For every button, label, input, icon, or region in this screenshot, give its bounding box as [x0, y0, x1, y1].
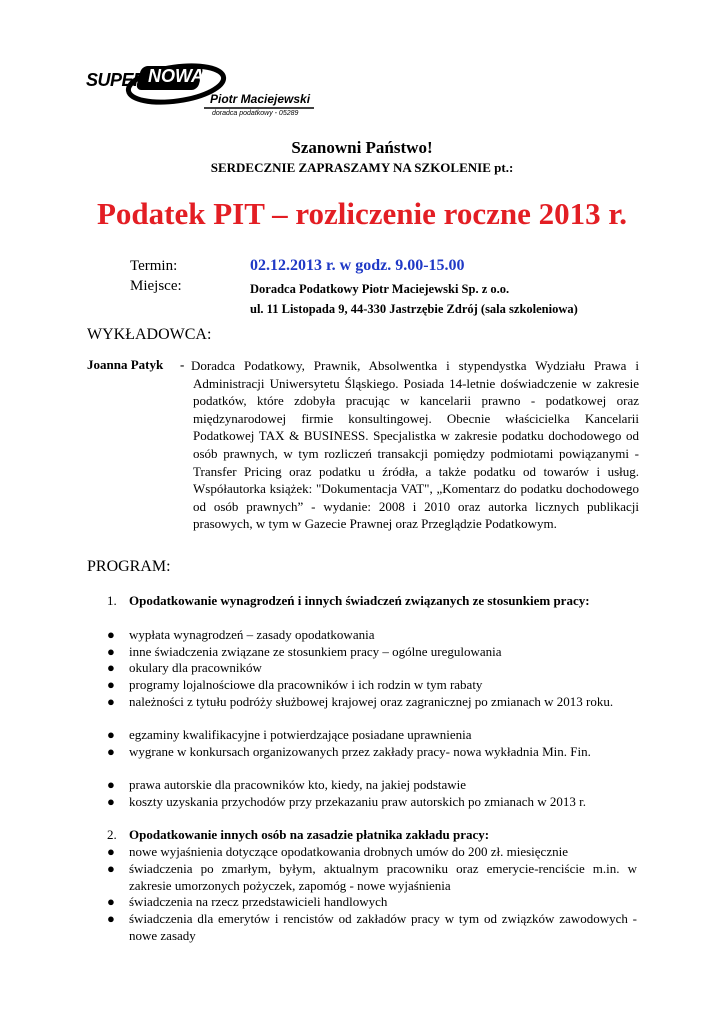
list-item: programy lojalnościowe dla pracowników i ich rodzin w tym rabaty: [129, 677, 483, 692]
list-item: świadczenia po zmarłym, byłym, aktualnym pracowniku oraz emerycie-renciście m.in. w zakresie umorzonych pożyczek, zapomóg - nowe wyjaśnienia: [129, 861, 637, 893]
bullet-icon: ●: [107, 694, 115, 709]
bullet-icon: ●: [107, 894, 115, 909]
invitation-line: SERDECZNIE ZAPRASZAMY NA SZKOLENIE pt.:: [210, 160, 514, 175]
greeting: Szanowni Państwo!: [291, 138, 433, 157]
list-item: koszty uzyskania przychodów przy przekazaniu praw autorskich po zmianach w 2013 r.: [129, 794, 587, 809]
list-item: inne świadczenia związane ze stosunkiem pracy – ogólne uregulowania: [129, 644, 502, 659]
date-value: 02.12.2013 r. w godz. 9.00-15.00: [250, 257, 465, 274]
lecturer-heading: WYKŁADOWCA:: [87, 326, 212, 343]
bullet-icon: ●: [107, 660, 115, 675]
bullet-icon: ●: [107, 861, 115, 876]
section-title: Opodatkowanie wynagrodzeń i innych świadczeń związanych ze stosunkiem pracy:: [129, 593, 590, 608]
place-line-2: ul. 11 Listopada 9, 44-330 Jastrzębie Zdrój (sala szkoleniowa): [250, 302, 578, 316]
list-item: egzaminy kwalifikacyjne i potwierdzające posiadane uprawnienia: [129, 727, 472, 742]
logo-subtitle: doradca podatkowy - 05289: [212, 110, 299, 117]
list-item: świadczenia na rzecz przedstawicieli handlowych: [129, 894, 388, 909]
lecturer-dash: -: [180, 357, 185, 372]
section-number: 2.: [107, 827, 117, 842]
bullet-icon: ●: [107, 677, 115, 692]
list-item: prawa autorskie dla pracowników kto, kiedy, na jakiej podstawie: [129, 777, 467, 792]
list-item: okulary dla pracowników: [129, 660, 262, 675]
document-title: Podatek PIT – rozliczenie roczne 2013 r.: [96, 196, 628, 231]
lecturer-name: Joanna Patyk: [87, 357, 164, 372]
bullet-icon: ●: [107, 844, 115, 859]
list-item: świadczenia dla emerytów i rencistów od zakładów pracy w tym od związków zawodowych - nowe zasady: [129, 911, 637, 943]
bullet-icon: ●: [107, 627, 115, 642]
logo-brand-left: SUPER: [86, 70, 146, 90]
place-label: Miejsce:: [130, 278, 182, 294]
bullet-icon: ●: [107, 727, 115, 742]
list-item: należności z tytułu podróży służbowej krajowej oraz zagranicznej po zmianach w 2013 roku.: [129, 694, 614, 709]
section-title: Opodatkowanie innych osób na zasadzie płatnika zakładu pracy:: [129, 827, 490, 842]
logo-brand-right: NOWA: [148, 66, 204, 86]
list-item: wypłata wynagrodzeń – zasady opodatkowania: [129, 627, 375, 642]
list-item: wygrane w konkursach organizowanych przez zakłady pracy- nowa wykładnia Min. Fin.: [129, 744, 591, 759]
date-label: Termin:: [130, 258, 178, 274]
bullet-icon: ●: [107, 794, 115, 809]
lecturer-bio: Doradca Podatkowy, Prawnik, Absolwentka i stypendystka Wydziału Prawa i Administracji Uniwersytetu Śląskiego. Posiada 14-letnie doświadczenie w zakresie podatków, które zdobyła pracując w kancelarii prawno - podatkowej oraz międzynarodowej firmie konsultingowej. Obecnie właścicielka Kancelarii Podatkowej TAX & BUSINESS. Specjalistka w zakresie podatku dochodowego od osób prawnych, w tym rozliczeń transakcji pomiędzy podmiotami powiązanymi - Transfer Pricing oraz podatku u źródła, a także podatku od towarów i usług. Współautorka książek: "Dokumentacja VAT", „Komentarz do podatku dochodowego od osób prawnych” - wydanie: 2008 i 2010 oraz autorka licznych publikacji prasowych, w tym w Gazecie Prawnej oraz Przeglądzie Podatkowym.: [191, 358, 639, 532]
bullet-icon: ●: [107, 777, 115, 792]
section-number: 1.: [107, 593, 117, 608]
place-line-1: Doradca Podatkowy Piotr Maciejewski Sp. z o.o.: [250, 282, 510, 296]
logo-person-name: Piotr Maciejewski: [210, 92, 311, 106]
company-logo: [86, 58, 326, 130]
list-item: nowe wyjaśnienia dotyczące opodatkowania drobnych umów do 200 zł. miesięcznie: [129, 844, 568, 859]
bullet-icon: ●: [107, 911, 115, 926]
program-heading: PROGRAM:: [87, 558, 171, 575]
bullet-icon: ●: [107, 744, 115, 759]
bullet-icon: ●: [107, 644, 115, 659]
